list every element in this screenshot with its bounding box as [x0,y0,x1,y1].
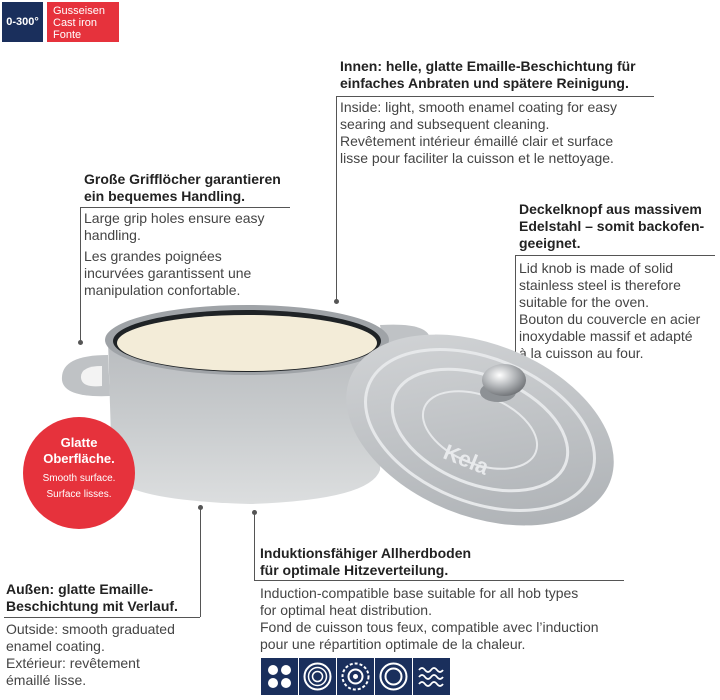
callout-handles-headline [84,171,281,205]
leader-handles-h [80,207,290,208]
headline-line: geeignet. [519,235,581,251]
body-line: enamel coating. [6,638,105,654]
pot-illustration [50,300,650,530]
body-line: Extérieur: revêtement [6,655,140,671]
lid-brand: Kela [439,439,493,480]
body-line: Inside: light, smooth enamel coating for easy [340,99,618,115]
headline-line: Außen: glatte Emaille- [6,581,154,597]
body-line: incurvées garantissent une [84,265,252,281]
smooth-surface-badge [23,417,135,529]
callout-handles-body [84,210,265,299]
body-line: Revêtement intérieur émaillé clair et surface [340,133,614,149]
leader-base-h [254,580,624,581]
callout-base-body [260,585,599,653]
headline-line: Große Grifflöcher garantieren [84,171,281,187]
headline-line: einfaches Anbraten und spätere Reinigung. [340,75,629,91]
callout-inner [340,58,636,92]
callout-knob-headline [519,201,704,252]
badge-sub-line: Smooth surface. [42,473,116,484]
headline-line: Deckelknopf aus massivem [519,201,702,217]
induction-hob-icon [413,658,450,695]
body-line: Outside: smooth graduated [6,621,175,637]
leader-knob-h [515,255,715,256]
headline-line: Beschichtung mit Verlauf. [6,598,178,614]
callout-inner-body [340,99,617,167]
body-line: Bouton du couvercle en acier [519,311,701,327]
enamel-interior [117,315,377,371]
headline-line: Induktionsfähiger Allherdboden [260,545,472,561]
lid-knob [482,364,526,396]
headline-line: für optimale Hitzeverteilung. [260,562,449,578]
electric-hob-icon [261,658,298,695]
headline-line: ein bequemes Handling. [84,188,246,204]
body-line: suitable for the oven. [519,294,649,310]
leader-outer-v [200,507,201,617]
material-badge [47,2,119,42]
body-line: Lid knob is made of solid [519,260,674,276]
leader-base-v [254,512,255,580]
callout-outer-body [6,621,175,689]
body-line: searing and subsequent cleaning. [340,116,550,132]
body-line: lisse pour faciliter la cuisson et le nettoyage. [340,150,614,166]
badge-sub-line: Surface lisses. [46,489,112,500]
callout-inner-headline [340,58,636,92]
material-de: Gusseisen [53,5,105,17]
callout-outer-headline [6,581,178,615]
body-line: pour une répartition optimale de la chaleur. [260,636,526,652]
halogen-hob-icon [375,658,412,695]
body-line: Large grip holes ensure easy [84,210,265,226]
material-fr: Fonte [53,29,82,41]
gas-hob-icon [337,658,374,695]
body-line: Fond de cuisson tous feux, compatible avec l’induction [260,619,599,635]
leader-inner-h [336,96,654,97]
temperature-badge [2,2,43,42]
headline-line: Innen: helle, glatte Emaille-Beschichtung für [340,58,636,74]
leader-outer-h [4,617,200,618]
headline-line: Edelstahl – somit backofen- [519,218,705,234]
body-line: Les grandes poignées [84,248,222,264]
temperature-label: 0-300° [6,16,39,28]
body-line: handling. [84,227,141,243]
material-en: Cast iron [53,17,98,29]
callout-base-headline [260,545,471,579]
body-line: manipulation confortable. [84,282,241,298]
body-line: inoxydable massif et adapté [519,328,693,344]
body-line: émaillé lisse. [6,672,87,688]
body-line: à la cuisson au four. [519,345,644,361]
leader-inner-v [336,96,337,302]
body-line: stainless steel is therefore [519,277,681,293]
badge-title-line: Glatte [60,435,98,450]
body-line: for optimal heat distribution. [260,602,432,618]
ceramic-hob-icon [299,658,336,695]
badge-title-line: Oberfläche. [43,451,115,466]
body-line: Induction-compatible base suitable for all hob types [260,585,579,601]
